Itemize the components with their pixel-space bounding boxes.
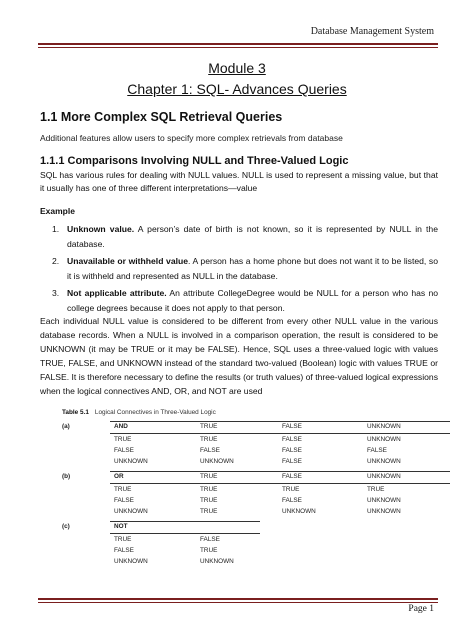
subsection-heading: 1.1.1 Comparisons Involving NULL and Three-Valued Logic	[40, 155, 349, 167]
table-caption-text: Logical Connectives in Three-Valued Logic	[94, 409, 216, 416]
table-cell: FALSE	[367, 447, 387, 454]
table-rule	[110, 421, 450, 422]
table-cell: FALSE	[282, 458, 302, 465]
table-cell: TRUE	[114, 436, 132, 443]
table-rule	[110, 471, 450, 472]
list-item	[52, 286, 438, 315]
running-header: Database Management System	[310, 26, 434, 37]
table-cell: TRUE	[282, 486, 300, 493]
table-cell: UNKNOWN	[282, 508, 316, 515]
table-rule	[110, 521, 260, 522]
table-cell: TRUE	[367, 486, 385, 493]
table-cell: FALSE	[114, 497, 134, 504]
header-cell: FALSE	[282, 423, 302, 430]
table-cell: FALSE	[282, 436, 302, 443]
table-cell: UNKNOWN	[114, 558, 148, 565]
header-cell: TRUE	[200, 473, 218, 480]
table-cell: UNKNOWN	[367, 508, 401, 515]
header-cell: NOT	[114, 523, 128, 530]
paragraph-three-valued-logic: Each individual NULL value is considered to be different from every other NULL value in the various database records. When a NULL is involved in a comparison operation, the result is considered to be UNKNOWN (it may be TRUE or it may be FALSE). Hence, SQL uses a three-valued logic with values TRUE, FALSE, and UNKNOWN instead of the standard two-valued (Boolean) logic with values TRUE or FALSE. It is therefore necessary to define the results (or truth values) of three-valued logical expressions when the logical connectives AND, OR, and NOT are used	[40, 316, 438, 396]
page-number: Page 1	[408, 604, 434, 614]
section-heading: 1.1 More Complex SQL Retrieval Queries	[40, 110, 283, 124]
header-cell: TRUE	[200, 423, 218, 430]
null-interpretations-list	[52, 222, 438, 318]
table-rule	[110, 483, 450, 484]
list-item-text: An attribute CollegeDegree would be NULL for a person who has no college degrees because it does not apply to that person.	[67, 288, 439, 313]
header-cell: UNKNOWN	[367, 423, 401, 430]
table-cell: TRUE	[114, 536, 132, 543]
table-cell: UNKNOWN	[114, 508, 148, 515]
header-cell: FALSE	[282, 473, 302, 480]
table-cell: UNKNOWN	[200, 458, 234, 465]
table-cell: UNKNOWN	[114, 458, 148, 465]
list-number: 2.	[52, 256, 60, 266]
module-title: Module 3	[208, 60, 266, 76]
truth-table-label: (b)	[62, 473, 71, 480]
table-cell: UNKNOWN	[367, 436, 401, 443]
example-label: Example	[40, 206, 75, 216]
table-cell: FALSE	[282, 497, 302, 504]
section-intro: Additional features allow users to specify more complex retrievals from database	[40, 133, 343, 143]
table-caption	[62, 409, 216, 416]
table-cell: TRUE	[200, 508, 218, 515]
table-cell: TRUE	[200, 497, 218, 504]
truth-table-label: (c)	[62, 523, 70, 530]
list-item	[52, 254, 438, 283]
table-cell: FALSE	[200, 447, 220, 454]
table-cell: FALSE	[114, 447, 134, 454]
header-cell: AND	[114, 423, 128, 430]
table-cell: TRUE	[114, 486, 132, 493]
header-rule	[38, 43, 438, 45]
table-rule	[110, 433, 450, 434]
table-cell: FALSE	[282, 447, 302, 454]
list-item-term: Unavailable or withheld value	[67, 256, 189, 266]
table-cell: UNKNOWN	[367, 458, 401, 465]
list-number: 1.	[52, 224, 60, 234]
list-item-text: . A person has a home phone but does not want it to be listed, so it is withheld and represented as NULL in the database.	[67, 256, 438, 281]
chapter-title: Chapter 1: SQL- Advances Queries	[127, 81, 347, 97]
footer-rule	[38, 598, 438, 600]
table-cell: TRUE	[200, 547, 218, 554]
list-item-term: Not applicable attribute.	[67, 288, 167, 298]
header-cell: OR	[114, 473, 124, 480]
list-number: 3.	[52, 288, 60, 298]
list-item-text: A person’s date of birth is not known, so it is represented by NULL in the database.	[67, 224, 438, 249]
table-cell: UNKNOWN	[367, 497, 401, 504]
paragraph-null-rules: SQL has various rules for dealing with NULL values. NULL is used to represent a missing value, but that it usually has one of three different interpretations—value	[40, 170, 438, 193]
table-cell: UNKNOWN	[200, 558, 234, 565]
table-rule	[110, 533, 260, 534]
header-cell: UNKNOWN	[367, 473, 401, 480]
table-cell: FALSE	[200, 536, 220, 543]
truth-table-label: (a)	[62, 423, 70, 430]
table-cell: FALSE	[114, 547, 134, 554]
list-item-term: Unknown value.	[67, 224, 135, 234]
table-caption-label: Table 5.1	[62, 409, 89, 416]
table-cell: TRUE	[200, 486, 218, 493]
table-cell: TRUE	[200, 436, 218, 443]
list-item	[52, 222, 438, 251]
